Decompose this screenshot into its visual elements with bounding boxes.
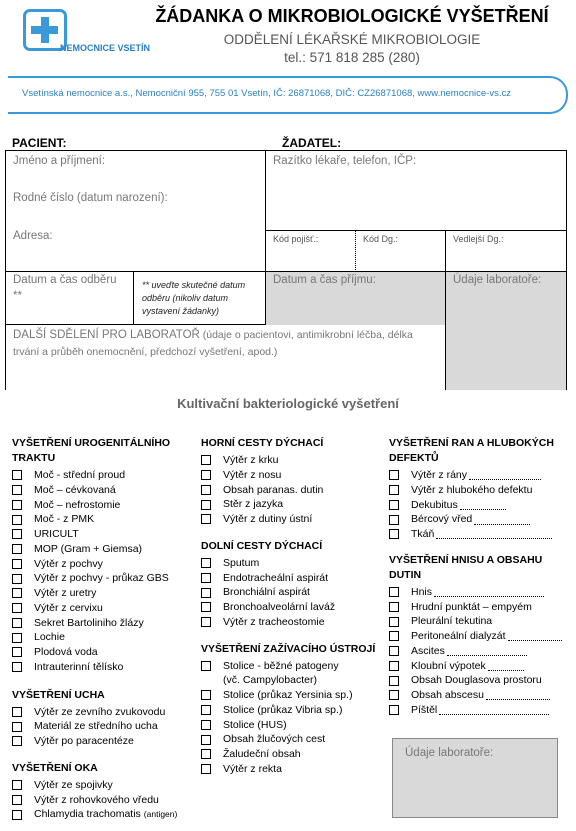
- checklist-item-label: MOP (Gram + Giemsa): [34, 542, 143, 555]
- checklist-item-label: Výtěr po paracentéze: [34, 735, 134, 747]
- checkbox[interactable]: [12, 810, 22, 820]
- checkbox[interactable]: [12, 633, 22, 643]
- checklist-group: [389, 585, 569, 718]
- checklist-item-label: Kloubní výpotek: [411, 659, 486, 672]
- checklist-item-label: Výtěr z pochvy: [34, 557, 103, 570]
- fill-in-line[interactable]: [488, 661, 524, 671]
- checklist-item-label: Výtěr z hlubokého defektu: [411, 483, 533, 496]
- lab-box-label: Údaje laboratoře:: [405, 747, 494, 759]
- checklist-item[interactable]: [12, 660, 192, 675]
- checklist-item[interactable]: [201, 688, 381, 703]
- checklist-item-label: Výtěr z tracheostomie: [223, 615, 325, 628]
- page-title: ŽÁDANKA O MIKROBIOLOGICKÉ VYŠETŘENÍ: [155, 6, 549, 26]
- fill-in-line[interactable]: [460, 500, 506, 510]
- checkbox[interactable]: [12, 707, 22, 717]
- other-info-detail: (údaje o pacientovi, antimikrobní léčba, délka trvání a průběh onemocnění, předchozí vyšetření, apod.): [13, 329, 413, 358]
- checklist-item-label: Tkáň: [411, 528, 435, 540]
- checklist-item[interactable]: [12, 778, 192, 793]
- checklist-item-label: Žaludeční obsah: [223, 748, 301, 760]
- fill-in-line[interactable]: [486, 690, 550, 700]
- checklist-item-label: Materiál ze středního ucha: [34, 720, 158, 733]
- checklist-item[interactable]: [201, 718, 381, 733]
- checklist-item[interactable]: [389, 498, 569, 513]
- checklist-item[interactable]: [201, 483, 381, 498]
- checklist-item[interactable]: [12, 705, 192, 720]
- checklist-item-label: Hnis: [411, 585, 433, 598]
- checklist-group: [201, 659, 381, 777]
- checklist-item-label: Sekret Bartoliniho žlázy: [34, 616, 144, 629]
- checklist-item-label: Pleurální tekutina: [411, 615, 493, 628]
- insurance-cell[interactable]: [266, 231, 356, 272]
- checklist-item-label: Ascites: [411, 644, 445, 657]
- column-3: [389, 436, 569, 718]
- checkbox[interactable]: [12, 795, 22, 805]
- checklist-item[interactable]: [12, 557, 192, 572]
- checkbox[interactable]: [12, 559, 22, 569]
- checklist-item[interactable]: [12, 793, 192, 808]
- checklist-item-label: Stolice - běžné patogeny: [223, 659, 339, 672]
- checklist-item-label: Plodová voda: [34, 646, 98, 658]
- request-form: [5, 150, 567, 390]
- checklist-item[interactable]: [389, 512, 569, 527]
- checkbox[interactable]: [12, 647, 22, 657]
- diagnosis-field-label: Kód Dg.:: [363, 234, 399, 244]
- checklist-item-label: Obsah paranas. dutin: [223, 483, 324, 496]
- checklist-item-label: Stěr z jazyka: [223, 498, 284, 511]
- checkbox[interactable]: [201, 485, 211, 495]
- checklist-item[interactable]: [201, 512, 381, 527]
- checklist-item-label: Endotracheální aspirát: [223, 571, 329, 584]
- checklist-item-label: Obsah Douglasova prostoru: [411, 674, 542, 687]
- checkbox[interactable]: [389, 515, 399, 525]
- checklist-item-label: Peritoneální dialyzát: [411, 630, 506, 642]
- section-title: Kultivační bakteriologické vyšetření: [177, 396, 399, 411]
- checklist-item[interactable]: [389, 614, 569, 629]
- checklist-group: [12, 705, 192, 749]
- fill-in-line[interactable]: [508, 631, 562, 641]
- checkbox[interactable]: [201, 588, 211, 598]
- birth-field-label: Rodné číslo (datum narození):: [13, 192, 168, 204]
- checklist-item[interactable]: [201, 556, 381, 571]
- collection-note-cell: [134, 272, 266, 325]
- checklist-item[interactable]: [12, 645, 192, 660]
- checkbox[interactable]: [12, 500, 22, 510]
- checklist-item-label: Bércový vřed: [411, 513, 473, 526]
- fill-in-line[interactable]: [436, 529, 552, 539]
- secondary-diagnosis-cell[interactable]: [446, 231, 566, 272]
- collection-marker: **: [13, 290, 22, 302]
- other-info-label: DALŠÍ SDĚLENÍ PRO LABORATOŘ: [13, 329, 200, 341]
- checkbox[interactable]: [12, 780, 22, 790]
- checkbox[interactable]: [201, 617, 211, 627]
- checklist-item[interactable]: [389, 468, 569, 483]
- checklist-item-label: Intrauterinní tělísko: [34, 660, 124, 673]
- checklist-item-label: Sputum: [223, 556, 260, 569]
- checklist-item-label: Moč – nefrostomie: [34, 498, 121, 511]
- checklist-item-label: Bronchoalveolární laváž: [223, 601, 336, 613]
- checkbox[interactable]: [201, 720, 211, 730]
- checkbox[interactable]: [12, 736, 22, 746]
- checklist-item-label: Stolice (průkaz Vibria sp.): [223, 703, 343, 716]
- checkbox[interactable]: [12, 662, 22, 672]
- checklist-item[interactable]: [12, 734, 192, 749]
- checklist-item[interactable]: [12, 527, 192, 542]
- checkbox[interactable]: [12, 618, 22, 628]
- group-title: VYŠETŘENÍ OKA: [12, 761, 98, 774]
- checklist-item[interactable]: [201, 732, 381, 747]
- checklist-item[interactable]: [12, 483, 192, 498]
- checklist-item[interactable]: [12, 630, 192, 645]
- checkbox[interactable]: [389, 485, 399, 495]
- checklist-item-label: Výtěr z cervixu: [34, 601, 103, 614]
- checklist-item-label: Bronchiální aspirát: [223, 586, 310, 599]
- lab-data-label: Údaje laboratoře:: [453, 274, 542, 286]
- checkbox[interactable]: [201, 514, 211, 524]
- fill-in-line[interactable]: [469, 470, 541, 480]
- checklist-group: [12, 468, 192, 675]
- checklist-item-label: Výtěr z rekta: [223, 762, 282, 775]
- checkbox[interactable]: [201, 573, 211, 583]
- checkbox[interactable]: [201, 749, 211, 759]
- fill-in-line[interactable]: [447, 646, 527, 656]
- checklist-item-label: Výtěr z uretry: [34, 587, 97, 599]
- checkbox[interactable]: [201, 764, 211, 774]
- stamp-cell[interactable]: [266, 151, 566, 231]
- checklist-item[interactable]: [12, 571, 192, 586]
- checklist-item[interactable]: [201, 673, 381, 688]
- group-title: DOLNÍ CESTY DÝCHACÍ: [201, 539, 323, 552]
- checklist-item[interactable]: [201, 747, 381, 762]
- checklist-item-label: Obsah žlučových cest: [223, 733, 326, 746]
- checkbox[interactable]: [12, 588, 22, 598]
- checkbox[interactable]: [389, 631, 399, 641]
- checklist-group: [201, 453, 381, 527]
- insurance-field-label: Kód pojišť.:: [273, 234, 319, 244]
- checkbox[interactable]: [201, 661, 211, 671]
- checklist-item-suffix: (antigen): [143, 809, 178, 820]
- checklist-item[interactable]: [201, 497, 381, 512]
- checklist-item[interactable]: [389, 483, 569, 498]
- checklist-item-label: Chlamydia trachomatis: [34, 808, 141, 821]
- checklist-item-label: Výtěr z nosu: [223, 468, 282, 481]
- checklist-item[interactable]: [389, 629, 569, 644]
- checklist-item[interactable]: [201, 659, 381, 674]
- checkbox[interactable]: [389, 602, 399, 612]
- checklist-group: [389, 468, 569, 542]
- checkbox[interactable]: [12, 485, 22, 495]
- checkbox[interactable]: [389, 587, 399, 597]
- checklist-item-label: Moč – cévkovaná: [34, 483, 116, 496]
- checklist-item[interactable]: [12, 512, 192, 527]
- checklist-item-label: Výtěr z rohovkového vředu: [34, 793, 159, 806]
- checklist-item-label: Stolice (HUS): [223, 718, 287, 731]
- checkbox[interactable]: [201, 735, 211, 745]
- department-name: ODDĚLENÍ LÉKAŘSKÉ MIKROBIOLOGIE: [223, 32, 481, 47]
- checklist-item[interactable]: [201, 585, 381, 600]
- checklist-item[interactable]: [12, 586, 192, 601]
- column-2: [201, 436, 381, 777]
- checklist-item[interactable]: [201, 468, 381, 483]
- checklist-item[interactable]: [389, 703, 569, 718]
- checklist-item[interactable]: [389, 673, 569, 688]
- checklist-item[interactable]: [201, 615, 381, 630]
- checkbox[interactable]: [389, 500, 399, 510]
- checklist-item[interactable]: [389, 659, 569, 674]
- receipt-datetime-cell: [266, 272, 446, 325]
- cross-icon-horizontal: [31, 26, 58, 34]
- name-field-label: Jméno a příjmení:: [13, 155, 106, 167]
- checklist-item[interactable]: [12, 468, 192, 483]
- column-1: [12, 436, 192, 822]
- checklist-item-label: URICULT: [34, 528, 79, 540]
- checkbox[interactable]: [201, 558, 211, 568]
- checkbox[interactable]: [12, 544, 22, 554]
- group-title: VYŠETŘENÍ RAN A HLUBOKÝCH DEFEKTŮ: [389, 437, 554, 464]
- group-title: VYŠETŘENÍ UCHA: [12, 688, 105, 701]
- checklist-item-label: Výtěr ze spojivky: [34, 778, 113, 791]
- patient-cell[interactable]: [6, 151, 266, 272]
- group-title: VYŠETŘENÍ UROGENITÁLNÍHO TRAKTU: [12, 437, 171, 464]
- checklist-item[interactable]: [389, 688, 569, 703]
- checkbox[interactable]: [201, 705, 211, 715]
- checkbox[interactable]: [201, 455, 211, 465]
- checklist-item-label: Výtěr z krku: [223, 454, 279, 466]
- checklist-item[interactable]: [389, 600, 569, 615]
- collection-datetime-label: Datum a čas odběru: [13, 274, 117, 286]
- checklist-item-label: Moč - střední proud: [34, 469, 126, 481]
- checklist-item[interactable]: [201, 571, 381, 586]
- checklist-group: [12, 778, 192, 822]
- checklist-item[interactable]: [389, 527, 569, 542]
- checklist-item[interactable]: [389, 644, 569, 659]
- phone-number: tel.: 571 818 285 (280): [284, 50, 420, 65]
- checklist-item-label: Výtěr z pochvy - průkaz GBS: [34, 572, 169, 585]
- fill-in-line[interactable]: [474, 515, 530, 525]
- checklist-item[interactable]: [12, 616, 192, 631]
- secondary-diagnosis-label: Vedlejší Dg.:: [453, 234, 504, 244]
- checklist-item[interactable]: [12, 498, 192, 513]
- checkbox[interactable]: [389, 470, 399, 480]
- hospital-address: Vsetínská nemocnice a.s., Nemocniční 955, 755 01 Vsetín, IČ: 26871068, DIČ: CZ26871068, www.nemocnice-vs.cz: [22, 88, 511, 99]
- group-title: VYŠETŘENÍ HNISU A OBSAHU DUTIN: [389, 553, 543, 581]
- checkbox[interactable]: [389, 646, 399, 656]
- checklist-item-label: Obsah abscesu: [411, 689, 484, 701]
- checkbox[interactable]: [201, 500, 211, 510]
- requester-label: ŽADATEL:: [282, 136, 342, 150]
- checkbox[interactable]: [12, 574, 22, 584]
- collection-note: ** uveďte skutečné datum odběru (nikoliv datum vystavení žádanky): [142, 280, 246, 316]
- checklist-item-label: Píštěl: [411, 703, 438, 716]
- group-title: VYŠETŘENÍ ZAŽÍVACÍHO ÚSTROJÍ: [201, 642, 376, 655]
- patient-label: PACIENT:: [12, 136, 67, 150]
- fill-in-line[interactable]: [439, 705, 549, 715]
- lab-data-cell: [446, 272, 566, 390]
- checklist-group: [201, 556, 381, 630]
- checkbox[interactable]: [12, 515, 22, 525]
- checklist-item-label: (vč. Campylobacter): [223, 674, 317, 687]
- checkbox[interactable]: [389, 676, 399, 686]
- checkbox[interactable]: [389, 705, 399, 715]
- checklist-item[interactable]: [201, 453, 381, 468]
- receipt-datetime-label: Datum a čas příjmu:: [273, 274, 376, 286]
- checklist-item[interactable]: [12, 719, 192, 734]
- diagnosis-cell[interactable]: [356, 231, 446, 272]
- checklist-item-label: Lochie: [34, 631, 65, 644]
- checklist-item[interactable]: [389, 585, 569, 600]
- logo-text: NEMOCNICE VSETÍN: [60, 43, 151, 53]
- checkbox[interactable]: [389, 661, 399, 671]
- checklist-item[interactable]: [201, 762, 381, 777]
- checklist-item-label: Výtěr z rány: [411, 469, 468, 481]
- checklist-item-label: Výtěr z dutiny ústní: [223, 513, 313, 525]
- group-title: HORNÍ CESTY DÝCHACÍ: [201, 437, 324, 449]
- checkbox[interactable]: [12, 722, 22, 732]
- address-field-label: Adresa:: [13, 230, 53, 242]
- checklist-item-label: Stolice (průkaz Yersinia sp.): [223, 689, 353, 701]
- checklist-item[interactable]: [201, 703, 381, 718]
- checklist-item-label: Hrudní punktát – empyém: [411, 600, 532, 613]
- checkbox[interactable]: [12, 470, 22, 480]
- collection-datetime-cell[interactable]: [6, 272, 134, 325]
- checklist-item-label: Výtěr ze zevního zvukovodu: [34, 705, 166, 718]
- checkbox[interactable]: [12, 603, 22, 613]
- checkbox[interactable]: [12, 529, 22, 539]
- checkbox[interactable]: [389, 690, 399, 700]
- checklist-item[interactable]: [12, 807, 192, 822]
- checklist-item-label: Moč - z PMK: [34, 513, 95, 526]
- checkbox[interactable]: [201, 690, 211, 700]
- checkbox[interactable]: [201, 602, 211, 612]
- checkbox[interactable]: [389, 617, 399, 627]
- checklist-item[interactable]: [12, 542, 192, 557]
- checkbox[interactable]: [389, 529, 399, 539]
- stamp-field-label: Razítko lékaře, telefon, IČP:: [273, 155, 417, 167]
- checkbox[interactable]: [201, 470, 211, 480]
- fill-in-line[interactable]: [434, 587, 544, 597]
- checklist-item[interactable]: [201, 600, 381, 615]
- checklist-item[interactable]: [12, 601, 192, 616]
- other-info-cell[interactable]: [6, 325, 446, 390]
- checklist-item-label: Dekubitus: [411, 498, 458, 511]
